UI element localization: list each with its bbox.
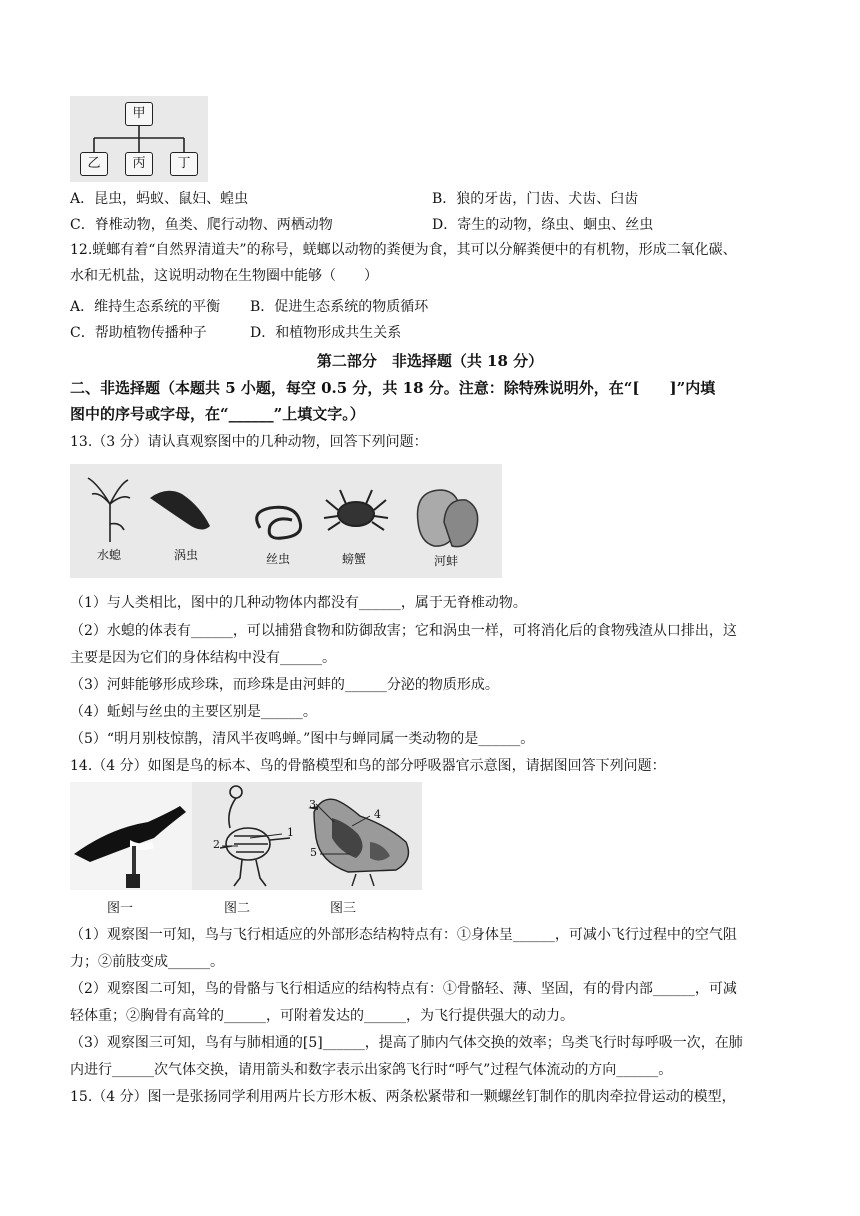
tree-node-mid: 丙 bbox=[125, 152, 153, 176]
fig3-mark-5: 5 bbox=[310, 846, 317, 859]
tree-node-left: 乙 bbox=[80, 152, 108, 176]
q11-option-b: B．狼的牙齿，门齿、犬齿、臼齿 bbox=[432, 191, 639, 207]
q11-option-a: A．昆虫，蚂蚁、鼠妇、蝗虫 bbox=[70, 191, 249, 207]
fig3-mark-3: 3 bbox=[309, 798, 316, 811]
hydra-drawing bbox=[88, 478, 130, 542]
q13-animals-figure bbox=[70, 464, 502, 578]
q14-stem: 14.（4 分）如图是鸟的标本、鸟的骨骼模型和鸟的部分呼吸器官示意图，请据图回答下列问题： bbox=[70, 758, 666, 774]
label-hydra: 水螅 bbox=[97, 548, 122, 562]
q12-option-c: C．帮助植物传播种子 bbox=[70, 325, 207, 341]
q14-sub3-line2: 内进行______次气体交换，请用箭头和数字表示出家鸽飞行时“呼气”过程气体流动的方向______。 bbox=[70, 1062, 673, 1078]
label-crab: 螃蟹 bbox=[342, 552, 367, 566]
part2-title: 第二部分 非选择题（共 18 分） bbox=[316, 352, 544, 370]
q15-stem: 15.（4 分）图一是张扬同学利用两片长方形木板、两条松紧带和一颗螺丝钉制作的肌肉牵拉骨运动的模型， bbox=[70, 1089, 736, 1105]
q14-bird-figures bbox=[70, 782, 422, 890]
q13-sub5: （5）“明月别枝惊鹊，清风半夜鸣蝉。”图中与蝉同属一类动物的是______。 bbox=[70, 731, 535, 747]
label-filaria: 丝虫 bbox=[266, 552, 291, 566]
q12-option-d: D．和植物形成共生关系 bbox=[250, 325, 402, 341]
q13-sub1: （1）与人类相比，图中的几种动物体内都没有______，属于无脊椎动物。 bbox=[70, 595, 527, 611]
filaria-drawing bbox=[257, 507, 301, 538]
q14-sub1-line1: （1）观察图一可知，鸟与飞行相适应的外部形态结构特点有：①身体呈______，可减小飞行过程中的空气阻 bbox=[70, 927, 737, 943]
q13-sub3: （3）河蚌能够形成珍珠，而珍珠是由河蚌的______分泌的物质形成。 bbox=[70, 677, 499, 693]
q12-option-a: A．维持生态系统的平衡 bbox=[70, 299, 221, 315]
part2-instruction-line2: 图中的序号或字母，在“______”上填文字。） bbox=[70, 405, 365, 423]
fig3-mark-4: 4 bbox=[374, 808, 381, 821]
q12-option-b: B．促进生态系统的物质循环 bbox=[250, 299, 429, 315]
bird-illustrations bbox=[70, 782, 422, 890]
crab-drawing bbox=[324, 490, 388, 530]
fig2-mark-1: 1 bbox=[287, 826, 294, 839]
q12-stem-line1: 12.蜣螂有着“自然界清道夫”的称号，蜣螂以动物的粪便为食，其可以分解粪便中的有机物，形成二氧化碳、 bbox=[70, 242, 737, 258]
fig2-caption: 图二 bbox=[224, 901, 251, 916]
q13-stem: 13.（3 分）请认真观察图中的几种动物，回答下列问题： bbox=[70, 434, 428, 450]
part2-instruction-line1: 二、非选择题（本题共 5 小题，每空 0.5 分，共 18 分。注意：除特殊说明外，在“[ ]”内填 bbox=[70, 379, 716, 397]
classification-tree-figure bbox=[70, 96, 208, 182]
q13-sub4: （4）蚯蚓与丝虫的主要区别是______。 bbox=[70, 704, 317, 720]
q13-sub2-line1: （2）水螅的体表有______，可以捕猎食物和防御敌害；它和涡虫一样，可将消化后的食物残渣从口排出，这 bbox=[70, 623, 737, 639]
q14-sub1-line2: 力；②前肢变成______。 bbox=[70, 954, 224, 970]
planarian-drawing bbox=[150, 491, 210, 530]
clam-drawing bbox=[418, 490, 478, 547]
q11-option-c: C．脊椎动物，鱼类、爬行动物、两栖动物 bbox=[70, 217, 333, 233]
bird-skeleton-drawing bbox=[220, 786, 290, 886]
q14-sub2-line1: （2）观察图二可知，鸟的骨骼与飞行相适应的结构特点有：①骨骼轻、薄、坚固，有的骨内部______，可减 bbox=[70, 981, 737, 997]
label-clam: 河蚌 bbox=[434, 554, 459, 568]
fig3-caption: 图三 bbox=[330, 901, 357, 916]
tree-node-right: 丁 bbox=[170, 152, 198, 176]
q14-sub2-line2: 轻体重；②胸骨有高耸的______，可附着发达的______，为飞行提供强大的动力。 bbox=[70, 1008, 574, 1024]
q14-sub3-line1: （3）观察图三可知，鸟有与肺相通的[5]______，提高了肺内气体交换的效率；鸟类飞行时每呼吸一次，在肺 bbox=[70, 1035, 743, 1051]
q12-stem-line2: 水和无机盐，这说明动物在生物圈中能够（ ） bbox=[70, 268, 378, 284]
label-planarian: 涡虫 bbox=[174, 548, 199, 562]
q13-sub2-line2: 主要是因为它们的身体结构中没有______。 bbox=[70, 650, 336, 666]
q11-option-d: D．寄生的动物，绦虫、蛔虫、丝虫 bbox=[432, 217, 654, 233]
pigeon-respiratory-drawing bbox=[308, 799, 408, 886]
magpie-specimen-drawing bbox=[70, 782, 192, 890]
fig2-mark-2: 2 bbox=[213, 838, 220, 851]
fig1-caption: 图一 bbox=[107, 901, 134, 916]
tree-node-top: 甲 bbox=[125, 102, 153, 126]
